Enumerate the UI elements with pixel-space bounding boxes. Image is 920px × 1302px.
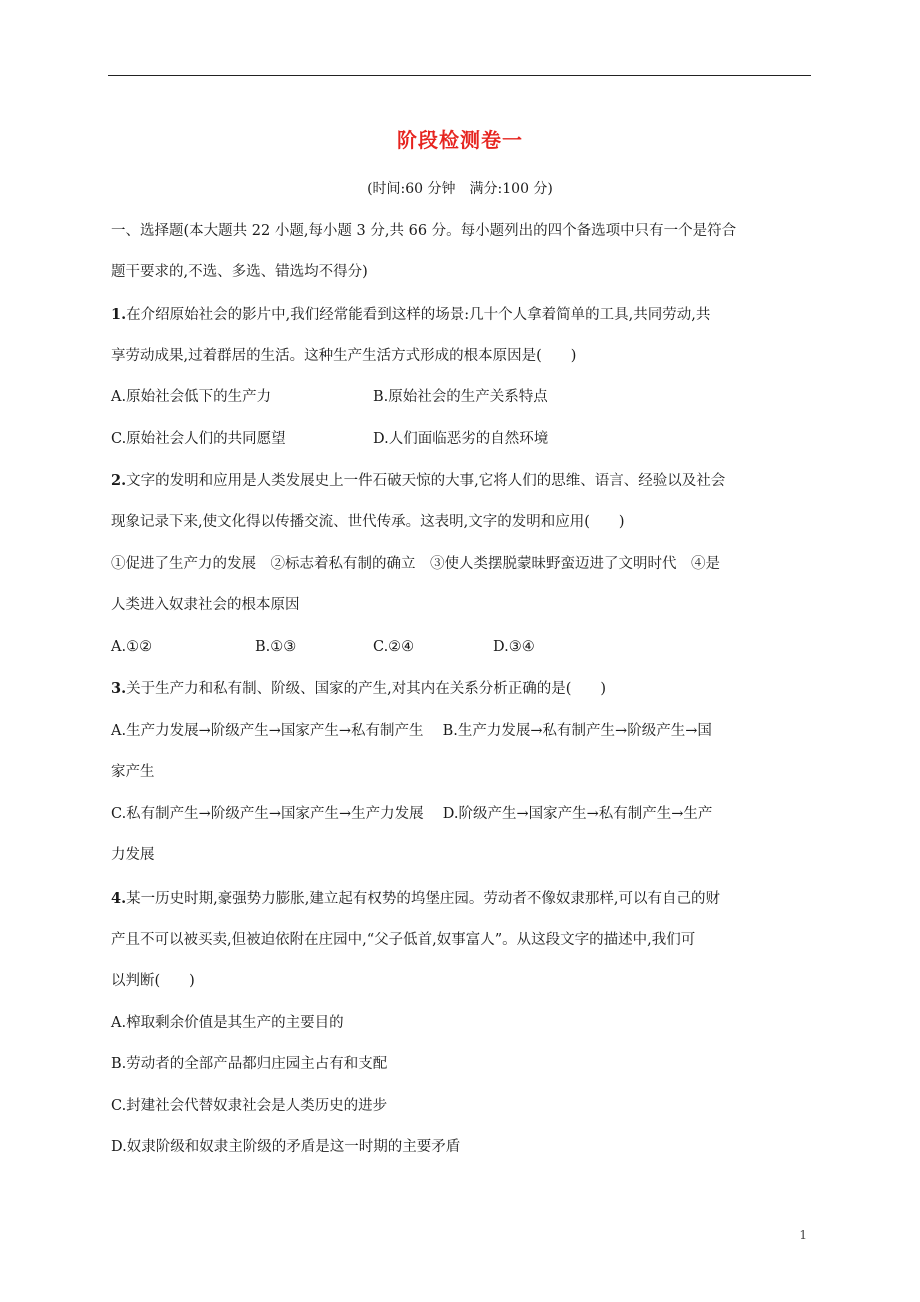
question-4-option-b[interactable]: B.劳动者的全部产品都归庄园主占有和支配 xyxy=(111,1056,388,1072)
question-2-option-b[interactable]: B.①③ xyxy=(255,639,297,655)
question-2-items-line-2: 人类进入奴隶社会的根本原因 xyxy=(111,597,300,613)
question-1-option-a[interactable]: A.原始社会低下的生产力 xyxy=(111,389,272,405)
question-3-option-line-3[interactable]: C.私有制产生→阶级产生→国家产生→生产力发展 D.阶级产生→国家产生→私有制产生→生产 xyxy=(111,806,713,822)
question-2-option-c[interactable]: C.②④ xyxy=(373,639,415,655)
question-1-option-c[interactable]: C.原始社会人们的共同愿望 xyxy=(111,431,286,447)
question-4-number: 4. xyxy=(111,890,127,907)
question-3-option-line-4[interactable]: 力发展 xyxy=(111,847,155,863)
question-3-number: 3. xyxy=(111,680,127,697)
question-4-line-3: 以判断( ) xyxy=(111,973,195,989)
question-2-line-1: 2.文字的发明和应用是人类发展史上一件石破天惊的大事,它将人们的思维、语言、经验以及社会 xyxy=(111,472,726,489)
question-4-option-c[interactable]: C.封建社会代替奴隶社会是人类历史的进步 xyxy=(111,1098,388,1114)
question-4-line-1: 4.某一历史时期,豪强势力膨胀,建立起有权势的坞堡庄园。劳动者不像奴隶那样,可以有自己的财 xyxy=(111,890,720,907)
question-3-option-line-1[interactable]: A.生产力发展→阶级产生→国家产生→私有制产生 B.生产力发展→私有制产生→阶级产生→国 xyxy=(111,723,712,739)
question-4-option-a[interactable]: A.榨取剩余价值是其生产的主要目的 xyxy=(111,1015,344,1031)
question-1-line-1: 1.在介绍原始社会的影片中,我们经常能看到这样的场景:几十个人拿着简单的工具,共同劳动,共 xyxy=(111,306,711,323)
question-2-items-line-1: ①促进了生产力的发展 ②标志着私有制的确立 ③使人类摆脱蒙昧野蛮迈进了文明时代 ④是 xyxy=(111,556,720,572)
question-1-option-b[interactable]: B.原始社会的生产关系特点 xyxy=(373,389,548,405)
section-instruction-line-1: 一、选择题(本大题共 22 小题,每小题 3 分,共 66 分。每小题列出的四个备选项中只有一个是符合 xyxy=(111,223,737,239)
question-1-number: 1. xyxy=(111,306,127,323)
question-3-line-1: 3.关于生产力和私有制、阶级、国家的产生,对其内在关系分析正确的是( ) xyxy=(111,680,607,697)
page-number: 1 xyxy=(799,1228,807,1242)
question-1-line-2: 享劳动成果,过着群居的生活。这种生产生活方式形成的根本原因是( ) xyxy=(111,348,577,364)
question-2-line-2: 现象记录下来,使文化得以传播交流、世代传承。这表明,文字的发明和应用( ) xyxy=(111,514,625,530)
question-1-option-d[interactable]: D.人们面临恶劣的自然环境 xyxy=(373,431,549,447)
question-4-option-d[interactable]: D.奴隶阶级和奴隶主阶级的矛盾是这一时期的主要矛盾 xyxy=(111,1139,461,1155)
question-2-option-d[interactable]: D.③④ xyxy=(493,639,535,655)
question-2-option-a[interactable]: A.①② xyxy=(111,639,153,655)
question-2-number: 2. xyxy=(111,472,127,489)
page-title: 阶段检测卷一 xyxy=(397,128,523,152)
question-4-line-2: 产且不可以被买卖,但被迫依附在庄园中,“父子低首,奴事富人”。从这段文字的描述中,我们可 xyxy=(111,932,696,948)
exam-meta: (时间:60 分钟 满分:100 分) xyxy=(367,181,553,197)
section-instruction-line-2: 题干要求的,不选、多选、错选均不得分) xyxy=(111,264,368,280)
header-rule xyxy=(108,75,811,76)
question-3-option-line-2[interactable]: 家产生 xyxy=(111,764,155,780)
